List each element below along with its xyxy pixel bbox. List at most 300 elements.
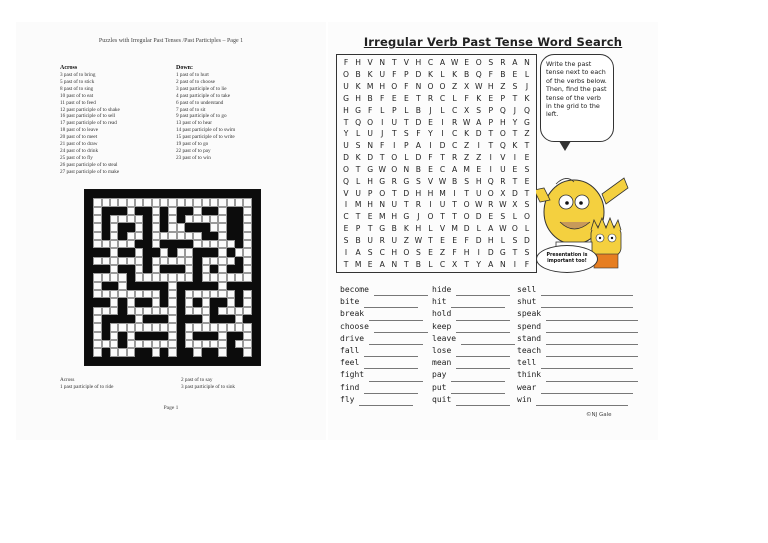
word-search-letter[interactable]: H [415,58,422,68]
crossword-answer-cell[interactable] [152,215,160,223]
crossword-answer-cell[interactable] [218,232,226,240]
crossword-answer-cell[interactable] [168,207,176,215]
crossword-answer-cell[interactable] [168,307,176,315]
word-search-letter[interactable]: N [524,58,530,68]
crossword-answer-cell[interactable] [235,323,243,331]
crossword-answer-cell[interactable] [243,248,251,256]
word-search-letter[interactable]: F [367,105,373,115]
crossword-answer-cell[interactable] [168,323,176,331]
word-search-letter[interactable]: R [451,153,458,163]
word-search-letter[interactable]: A [488,259,494,269]
answer-line[interactable] [456,287,510,296]
crossword-answer-cell[interactable] [102,290,110,298]
word-search-letter[interactable]: O [499,129,506,139]
word-search-letter[interactable]: S [415,176,421,186]
crossword-answer-cell[interactable] [227,307,235,315]
word-search-letter[interactable]: A [415,141,421,151]
word-search-letter[interactable]: Q [475,70,482,80]
word-search-letter[interactable]: G [499,247,506,257]
word-search-letter[interactable]: I [344,247,348,257]
word-search-letter[interactable]: I [429,141,432,151]
crossword-answer-cell[interactable] [235,307,243,315]
crossword-answer-cell[interactable] [110,223,118,231]
word-search-letter[interactable]: K [355,153,361,163]
answer-line[interactable] [541,360,633,369]
word-search-letter[interactable]: U [391,200,398,210]
word-search-letter[interactable]: P [500,93,506,103]
crossword-answer-cell[interactable] [218,265,226,273]
crossword-answer-cell[interactable] [243,290,251,298]
crossword-answer-cell[interactable] [135,223,143,231]
word-search-letter[interactable]: Q [487,176,494,186]
answer-line[interactable] [451,385,505,394]
word-search-letter[interactable]: I [489,164,492,174]
word-search-letter[interactable]: Z [464,153,470,163]
crossword-answer-cell[interactable] [110,340,118,348]
word-search-letter[interactable]: P [404,141,409,151]
word-search-letter[interactable]: M [354,259,362,269]
crossword-answer-cell[interactable] [127,348,135,356]
word-search-letter[interactable]: E [512,70,518,80]
crossword-answer-cell[interactable] [202,257,210,265]
word-search-letter[interactable]: T [440,153,445,163]
word-search-letter[interactable]: D [367,153,374,163]
crossword-answer-cell[interactable] [127,323,135,331]
word-search-letter[interactable]: T [379,153,385,163]
word-search-letter[interactable]: N [391,259,398,269]
word-search-letter[interactable]: E [512,164,518,174]
word-search-letter[interactable]: O [511,224,518,234]
word-search-letter[interactable]: S [512,235,518,245]
word-search-letter[interactable]: T [488,141,494,151]
crossword-answer-cell[interactable] [110,257,118,265]
crossword-answer-cell[interactable] [218,323,226,331]
crossword-answer-cell[interactable] [143,340,151,348]
word-search-letter[interactable]: G [367,164,374,174]
word-search-letter[interactable]: C [427,58,434,68]
word-search-letter[interactable]: S [524,200,530,210]
word-search-letter[interactable]: F [380,141,385,151]
word-search-letter[interactable]: D [511,188,518,198]
crossword-answer-cell[interactable] [185,232,193,240]
answer-line[interactable] [456,324,510,333]
crossword-answer-cell[interactable] [160,273,168,281]
crossword-answer-cell[interactable] [93,215,101,223]
crossword-answer-cell[interactable] [243,257,251,265]
crossword-answer-cell[interactable] [227,290,235,298]
word-search-letter[interactable]: T [452,200,457,210]
crossword-answer-cell[interactable] [193,232,201,240]
word-search-letter[interactable]: A [512,58,518,68]
word-search-letter[interactable]: R [451,117,458,127]
crossword-answer-cell[interactable] [185,340,193,348]
word-search-letter[interactable]: J [417,212,420,222]
word-search-letter[interactable]: S [415,247,421,257]
word-search-letter[interactable]: R [500,58,506,68]
crossword-answer-cell[interactable] [160,307,168,315]
crossword-answer-cell[interactable] [185,215,193,223]
crossword-answer-cell[interactable] [127,198,135,206]
word-search-letter[interactable]: O [523,212,530,222]
crossword-answer-cell[interactable] [210,223,218,231]
answer-line[interactable] [546,336,638,345]
crossword-answer-cell[interactable] [210,340,218,348]
crossword-answer-cell[interactable] [243,298,251,306]
crossword-answer-cell[interactable] [202,198,210,206]
word-search-letter[interactable]: S [524,164,530,174]
crossword-answer-cell[interactable] [152,265,160,273]
word-search-letter[interactable]: L [476,224,481,234]
crossword-answer-cell[interactable] [227,198,235,206]
word-search-letter[interactable]: H [367,200,374,210]
word-search-letter[interactable]: J [513,105,517,115]
word-search-letter[interactable]: P [404,70,409,80]
word-search-letter[interactable]: M [451,224,458,234]
crossword-answer-cell[interactable] [218,198,226,206]
word-search-letter[interactable]: C [451,129,458,139]
crossword-answer-cell[interactable] [127,257,135,265]
answer-line[interactable] [369,336,423,345]
crossword-answer-cell[interactable] [218,215,226,223]
word-search-letter[interactable]: H [463,247,470,257]
crossword-answer-cell[interactable] [227,298,235,306]
word-search-letter[interactable]: Y [428,129,433,139]
crossword-answer-cell[interactable] [135,315,143,323]
word-search-letter[interactable]: O [439,82,446,92]
word-search-letter[interactable]: E [452,235,457,245]
word-search-letter[interactable]: F [343,58,349,68]
word-search-letter[interactable]: Q [499,105,506,115]
crossword-answer-cell[interactable] [110,332,118,340]
word-search-letter[interactable]: R [415,200,422,210]
word-search-letter[interactable]: O [379,188,386,198]
word-search-letter[interactable]: U [343,82,349,92]
crossword-answer-cell[interactable] [143,273,151,281]
word-search-letter[interactable]: K [476,93,482,103]
crossword-answer-cell[interactable] [210,273,218,281]
crossword-answer-cell[interactable] [152,298,160,306]
word-search-letter[interactable]: P [367,188,373,198]
crossword-answer-cell[interactable] [168,348,176,356]
crossword-answer-cell[interactable] [193,198,201,206]
word-search-letter[interactable]: D [403,188,410,198]
word-search-letter[interactable]: P [488,105,494,115]
answer-line[interactable] [456,360,510,369]
word-search-letter[interactable]: S [367,247,373,257]
word-search-letter[interactable]: H [487,82,494,92]
word-search-letter[interactable]: L [512,212,518,222]
word-search-letter[interactable]: I [393,141,396,151]
crossword-answer-cell[interactable] [202,290,210,298]
word-search-letter[interactable]: C [439,259,446,269]
crossword-answer-cell[interactable] [93,332,101,340]
crossword-answer-cell[interactable] [177,257,185,265]
word-search-letter[interactable]: A [476,117,482,127]
word-search-letter[interactable]: T [524,141,530,151]
word-search-letter[interactable]: I [441,117,444,127]
word-search-letter[interactable]: G [379,176,386,186]
answer-line[interactable] [451,373,505,382]
word-search-letter[interactable]: X [464,82,470,92]
word-search-letter[interactable]: Z [439,247,446,257]
word-search-letter[interactable]: O [391,164,398,174]
crossword-answer-cell[interactable] [143,290,151,298]
word-search-letter[interactable]: A [379,259,385,269]
crossword-answer-cell[interactable] [93,207,101,215]
word-search-letter[interactable]: T [464,188,469,198]
answer-line[interactable] [364,360,418,369]
crossword-answer-cell[interactable] [152,257,160,265]
word-search-letter[interactable]: Q [343,176,350,186]
crossword-answer-cell[interactable] [243,340,251,348]
word-search-letter[interactable]: F [524,259,530,269]
word-search-letter[interactable]: I [344,200,348,210]
crossword-answer-cell[interactable] [168,215,176,223]
crossword-answer-cell[interactable] [93,290,101,298]
word-search-letter[interactable]: U [391,235,398,245]
crossword-answer-cell[interactable] [243,232,251,240]
crossword-answer-cell[interactable] [110,307,118,315]
word-search-letter[interactable]: F [464,93,469,103]
crossword-answer-cell[interactable] [235,273,243,281]
crossword-answer-cell[interactable] [152,240,160,248]
word-search-letter[interactable]: M [378,212,386,222]
word-search-letter[interactable]: C [379,247,385,257]
crossword-answer-cell[interactable] [227,323,235,331]
word-search-letter[interactable]: E [428,117,433,127]
crossword-answer-cell[interactable] [152,340,160,348]
word-search-letter[interactable]: L [440,105,445,115]
crossword-answer-cell[interactable] [202,340,210,348]
word-search-letter[interactable]: U [475,188,482,198]
word-search-letter[interactable]: H [415,188,422,198]
answer-line[interactable] [359,397,413,406]
crossword-answer-cell[interactable] [193,215,201,223]
word-search-letter[interactable]: O [463,200,470,210]
crossword-answer-cell[interactable] [243,332,251,340]
crossword-answer-cell[interactable] [160,323,168,331]
crossword-answer-cell[interactable] [118,282,126,290]
crossword-answer-cell[interactable] [218,307,226,315]
word-search-letter[interactable]: T [428,235,433,245]
crossword-answer-cell[interactable] [152,207,160,215]
crossword-answer-cell[interactable] [202,273,210,281]
word-search-letter[interactable]: M [463,164,470,174]
crossword-answer-cell[interactable] [218,240,226,248]
crossword-answer-cell[interactable] [152,348,160,356]
crossword-answer-cell[interactable] [143,198,151,206]
word-search-letter[interactable]: E [476,164,482,174]
crossword-answer-cell[interactable] [110,248,118,256]
crossword-answer-cell[interactable] [177,198,185,206]
word-search-letter[interactable]: G [379,224,386,234]
answer-line[interactable] [456,397,510,406]
word-search-letter[interactable]: E [403,93,409,103]
word-search-letter[interactable]: T [343,259,349,269]
crossword-answer-cell[interactable] [185,307,193,315]
crossword-answer-cell[interactable] [110,273,118,281]
word-search-letter[interactable]: B [500,70,506,80]
word-search-letter[interactable]: I [441,129,444,139]
word-search-letter[interactable]: T [404,200,409,210]
crossword-answer-cell[interactable] [177,273,185,281]
word-search-letter[interactable]: W [474,200,483,210]
word-search-letter[interactable]: G [403,212,410,222]
crossword-answer-cell[interactable] [152,198,160,206]
crossword-answer-cell[interactable] [93,323,101,331]
crossword-answer-cell[interactable] [235,248,243,256]
crossword-answer-cell[interactable] [243,265,251,273]
crossword-answer-cell[interactable] [243,273,251,281]
word-search-letter[interactable]: W [378,164,386,174]
word-search-letter[interactable]: Z [476,153,482,163]
word-search-letter[interactable]: Y [512,117,518,127]
word-search-letter[interactable]: K [524,93,530,103]
word-search-letter[interactable]: C [439,93,446,103]
word-search-letter[interactable]: O [427,212,434,222]
word-search-letter[interactable]: L [380,105,385,115]
crossword-answer-cell[interactable] [160,232,168,240]
crossword-answer-cell[interactable] [193,348,201,356]
crossword-answer-cell[interactable] [168,282,176,290]
crossword-answer-cell[interactable] [202,315,210,323]
word-search-letter[interactable]: C [451,141,458,151]
word-search-letter[interactable]: B [415,105,422,115]
crossword-answer-cell[interactable] [93,240,101,248]
word-search-letter[interactable]: R [427,93,434,103]
word-search-letter[interactable]: G [403,176,410,186]
word-search-letter[interactable]: F [392,70,397,80]
word-search-letter[interactable]: I [489,153,492,163]
word-search-letter[interactable]: Z [403,235,409,245]
word-search-letter[interactable]: W [450,58,459,68]
word-search-letter[interactable]: J [381,129,384,139]
word-search-letter[interactable]: B [415,259,422,269]
word-search-letter[interactable]: H [379,82,386,92]
word-search-letter[interactable]: Z [464,141,470,151]
word-search-letter[interactable]: G [355,105,362,115]
crossword-answer-cell[interactable] [185,198,193,206]
word-search-letter[interactable]: F [488,70,493,80]
crossword-answer-cell[interactable] [102,240,110,248]
crossword-answer-cell[interactable] [135,248,143,256]
word-search-letter[interactable]: D [415,153,422,163]
crossword-answer-cell[interactable] [93,340,101,348]
crossword-answer-cell[interactable] [160,340,168,348]
word-search-letter[interactable]: C [439,164,446,174]
word-search-letter[interactable]: I [477,141,480,151]
word-search-letter[interactable]: R [391,176,397,186]
crossword-answer-cell[interactable] [152,323,160,331]
crossword-answer-cell[interactable] [193,290,201,298]
crossword-answer-cell[interactable] [193,323,201,331]
crossword-answer-cell[interactable] [243,198,251,206]
word-search-letter[interactable]: D [487,247,494,257]
answer-line[interactable] [536,397,628,406]
answer-line[interactable] [546,324,638,333]
crossword-answer-cell[interactable] [243,223,251,231]
word-search-letter[interactable]: I [513,153,517,163]
word-search-letter[interactable]: D [415,70,422,80]
word-search-letter[interactable]: H [475,176,482,186]
word-search-letter[interactable]: B [464,70,470,80]
crossword-answer-cell[interactable] [168,332,176,340]
word-search-letter[interactable]: I [477,247,480,257]
word-search-letter[interactable]: T [452,212,457,222]
word-search-letter[interactable]: L [428,259,433,269]
word-search-letter[interactable]: O [391,153,398,163]
crossword-answer-cell[interactable] [93,223,101,231]
crossword-answer-cell[interactable] [193,340,201,348]
crossword-answer-cell[interactable] [202,240,210,248]
word-search-letter[interactable]: X [512,200,518,210]
crossword-answer-cell[interactable] [93,273,101,281]
crossword-answer-cell[interactable] [110,290,118,298]
answer-line[interactable] [456,312,510,321]
word-search-letter[interactable]: D [343,153,349,163]
crossword-answer-cell[interactable] [160,257,168,265]
word-search-letter[interactable]: T [488,129,494,139]
crossword-answer-cell[interactable] [152,232,160,240]
answer-line[interactable] [541,385,633,394]
word-search-letter[interactable]: B [451,176,458,186]
crossword-answer-cell[interactable] [135,290,143,298]
word-search-letter[interactable]: S [524,247,530,257]
word-search-letter[interactable]: D [463,224,470,234]
crossword-answer-cell[interactable] [93,198,101,206]
word-search-letter[interactable]: F [452,247,457,257]
crossword-answer-cell[interactable] [218,340,226,348]
answer-line[interactable] [364,385,418,394]
word-search-letter[interactable]: N [379,200,386,210]
crossword-answer-cell[interactable] [168,257,176,265]
word-search-letter[interactable]: O [487,188,494,198]
word-search-letter[interactable]: N [379,58,386,68]
word-search-letter[interactable]: W [499,200,507,210]
word-search-letter[interactable]: E [367,212,373,222]
crossword-answer-cell[interactable] [235,198,243,206]
crossword-answer-cell[interactable] [210,323,218,331]
word-search-letter[interactable]: T [464,259,469,269]
word-search-letter[interactable]: T [512,129,518,139]
crossword-answer-cell[interactable] [110,348,118,356]
word-search-letter[interactable]: T [367,224,373,234]
crossword-answer-cell[interactable] [127,307,135,315]
word-search-letter[interactable]: B [355,70,361,80]
word-search-letter[interactable]: D [475,129,482,139]
word-search-letter[interactable]: S [488,58,494,68]
word-search-letter[interactable]: X [464,105,470,115]
crossword-answer-cell[interactable] [110,323,118,331]
word-search-letter[interactable]: K [355,82,361,92]
word-search-letter[interactable]: S [512,82,518,92]
word-search-letter[interactable]: S [476,105,482,115]
word-search-letter[interactable]: U [367,235,373,245]
word-search-letter[interactable]: O [391,82,398,92]
crossword-answer-cell[interactable] [210,240,218,248]
word-search-letter[interactable]: O [367,117,374,127]
crossword-answer-cell[interactable] [135,340,143,348]
word-search-letter[interactable]: J [525,82,529,92]
word-search-letter[interactable]: E [524,176,530,186]
answer-line[interactable] [369,373,423,382]
crossword-answer-cell[interactable] [102,340,110,348]
answer-line[interactable] [546,312,638,321]
word-search-letter[interactable]: H [343,105,349,115]
word-search-letter[interactable]: L [440,70,445,80]
word-search-letter[interactable]: U [343,141,349,151]
word-search-letter[interactable]: V [439,224,446,234]
